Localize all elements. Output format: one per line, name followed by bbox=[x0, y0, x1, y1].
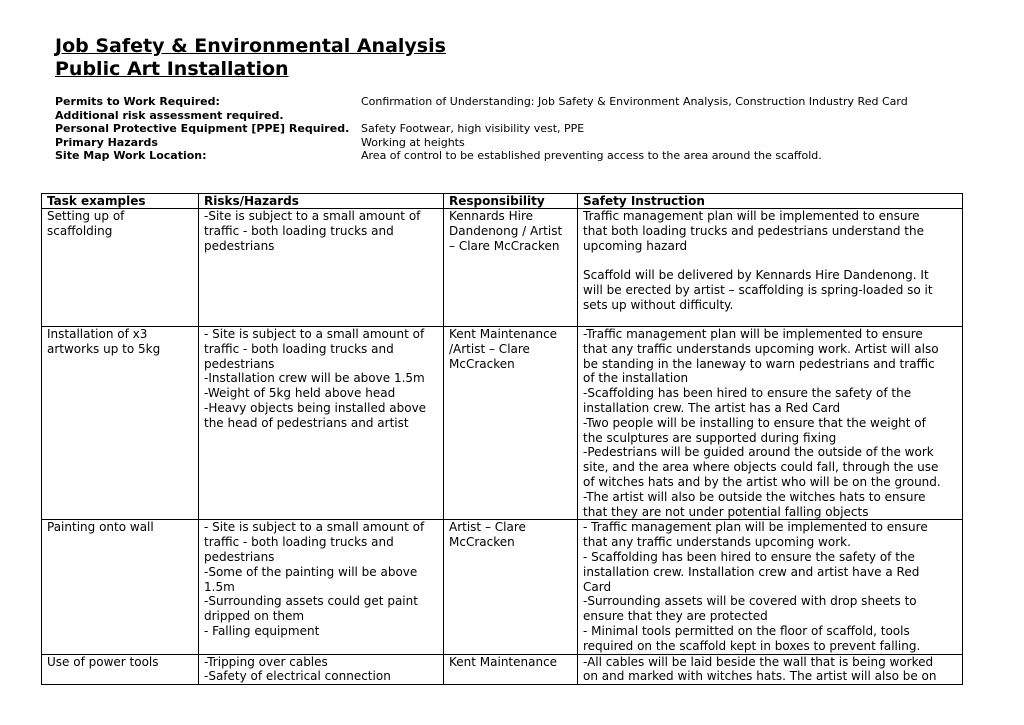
cell-line: /Artist – Clare bbox=[449, 341, 530, 356]
cell-line: pedestrians bbox=[204, 238, 275, 253]
cell-line: -Heavy objects being installed above bbox=[204, 400, 427, 415]
cell-line: installation crew. The artist has a Red Card bbox=[583, 400, 841, 415]
cell-line: Scaffold will be delivered by Kennards Hire Dandenong. It bbox=[583, 268, 929, 283]
header-responsibility: Responsibility bbox=[444, 194, 578, 209]
responsibility-cell bbox=[444, 327, 578, 520]
responsibility-cell bbox=[444, 654, 578, 685]
info-value: Working at heights bbox=[361, 135, 465, 149]
cell-line: McCracken bbox=[449, 535, 515, 550]
cell-line: site, and the area where objects could fall, through the use bbox=[583, 460, 939, 475]
cell-line: will be erected by artist – scaffolding is spring-loaded so it bbox=[583, 282, 933, 297]
cell-line: -Weight of 5kg held above head bbox=[204, 386, 396, 401]
cell-line: Artist – Clare bbox=[449, 520, 526, 535]
responsibility-cell bbox=[444, 520, 578, 654]
cell-line: be standing in the laneway to warn pedestrians and traffic bbox=[583, 356, 935, 371]
cell-line: -Safety of electrical connection bbox=[204, 669, 391, 684]
cell-line: Setting up of bbox=[47, 209, 125, 223]
info-label: Additional risk assessment required. bbox=[55, 108, 284, 122]
cell-line: -Surrounding assets will be covered with drop sheets to bbox=[583, 594, 917, 609]
cell-line: - Site is subject to a small amount of bbox=[204, 520, 425, 535]
cell-line: traffic - both loading trucks and bbox=[204, 341, 394, 356]
info-value: Confirmation of Understanding: Job Safety & Environment Analysis, Construction Industry Red Card bbox=[361, 95, 908, 108]
risks-cell bbox=[199, 327, 444, 520]
info-row-risk-assessment bbox=[55, 109, 975, 123]
cell-line: - Traffic management plan will be implemented to ensure bbox=[583, 520, 928, 535]
cell-line: dripped on them bbox=[204, 609, 305, 624]
cell-line: installation crew. Installation crew and artist have a Red bbox=[583, 564, 920, 579]
cell-line: on and marked with witches hats. The artist will also be on bbox=[583, 669, 937, 684]
info-row-site-map bbox=[55, 149, 975, 163]
cell-line: that any traffic understands upcoming work. Artist will also bbox=[583, 341, 939, 356]
cell-line: -Traffic management plan will be implemented to ensure bbox=[583, 327, 923, 341]
cell-line: pedestrians bbox=[204, 356, 275, 371]
cell-line: traffic - both loading trucks and bbox=[204, 535, 394, 550]
table-header-row bbox=[42, 194, 963, 209]
cell-line: Card bbox=[583, 579, 612, 594]
document-title: Job Safety & Environmental Analysis bbox=[55, 35, 446, 57]
cell-line: required on the scaffold kept in boxes to prevent falling. bbox=[583, 638, 921, 653]
cell-line: that any traffic understands upcoming work. bbox=[583, 535, 851, 550]
cell-line: scaffolding bbox=[47, 223, 113, 238]
permits-info-block bbox=[55, 95, 975, 163]
cell-line: of the installation bbox=[583, 371, 689, 386]
task-cell bbox=[42, 520, 199, 654]
table-row bbox=[42, 654, 963, 685]
safety-instruction-cell bbox=[578, 654, 963, 685]
info-label: Primary Hazards bbox=[55, 135, 158, 149]
cell-line: the sculptures are supported during fixing bbox=[583, 430, 837, 445]
paragraph-gap bbox=[583, 253, 957, 268]
responsibility-cell bbox=[444, 209, 578, 327]
cell-line: -Installation crew will be above 1.5m bbox=[204, 371, 425, 386]
cell-line: 1.5m bbox=[204, 579, 235, 594]
info-row-ppe bbox=[55, 122, 975, 136]
safety-analysis-table bbox=[41, 193, 963, 685]
cell-line: Painting onto wall bbox=[47, 520, 154, 535]
cell-line: -All cables will be laid beside the wall that is being worked bbox=[583, 654, 934, 669]
info-label: Permits to Work Required: bbox=[55, 95, 220, 108]
risks-cell bbox=[199, 654, 444, 685]
info-label: Site Map Work Location: bbox=[55, 149, 207, 162]
cell-line: that they are not under potential falling objects bbox=[583, 504, 869, 519]
task-cell bbox=[42, 327, 199, 520]
cell-line: - Minimal tools permitted on the floor of scaffold, tools bbox=[583, 623, 910, 638]
cell-line: -Tripping over cables bbox=[204, 654, 328, 669]
cell-line: Installation of x3 bbox=[47, 327, 148, 341]
info-row-permits bbox=[55, 95, 975, 109]
task-cell bbox=[42, 654, 199, 685]
cell-line: -Scaffolding has been hired to ensure the safety of the bbox=[583, 386, 912, 401]
cell-line: -The artist will also be outside the witches hats to ensure bbox=[583, 489, 926, 504]
cell-line: Kennards Hire bbox=[449, 209, 534, 223]
table-row bbox=[42, 520, 963, 654]
cell-line: of witches hats and by the artist who will be on the ground. bbox=[583, 474, 941, 489]
risks-cell bbox=[199, 520, 444, 654]
cell-line: Kent Maintenance bbox=[449, 654, 558, 669]
cell-line: upcoming hazard bbox=[583, 238, 688, 253]
info-label: Personal Protective Equipment [PPE] Required. bbox=[55, 122, 350, 135]
cell-line: artworks up to 5kg bbox=[47, 341, 161, 356]
cell-line: -Some of the painting will be above bbox=[204, 564, 418, 579]
header-safety-instruction: Safety Instruction bbox=[578, 194, 963, 209]
cell-line: Dandenong / Artist bbox=[449, 223, 563, 238]
info-value: Area of control to be established preventing access to the area around the scaffold. bbox=[361, 149, 822, 162]
cell-line: that both loading trucks and pedestrians understand the bbox=[583, 223, 924, 238]
document-subtitle: Public Art Installation bbox=[55, 58, 289, 80]
cell-line: traffic - both loading trucks and bbox=[204, 223, 394, 238]
header-task-examples: Task examples bbox=[42, 194, 199, 209]
safety-instruction-cell bbox=[578, 209, 963, 327]
table-row bbox=[42, 209, 963, 327]
safety-instruction-cell bbox=[578, 520, 963, 654]
cell-line: the head of pedestrians and artist bbox=[204, 415, 409, 430]
task-cell bbox=[42, 209, 199, 327]
cell-line: -Two people will be installing to ensure that the weight of bbox=[583, 415, 926, 430]
cell-line: Kent Maintenance bbox=[449, 327, 558, 341]
cell-line: pedestrians bbox=[204, 549, 275, 564]
cell-line: – Clare McCracken bbox=[449, 238, 560, 253]
cell-line: - Site is subject to a small amount of bbox=[204, 327, 425, 341]
safety-instruction-cell bbox=[578, 327, 963, 520]
cell-line: -Pedestrians will be guided around the outside of the work bbox=[583, 445, 934, 460]
risks-cell bbox=[199, 209, 444, 327]
info-value bbox=[361, 109, 975, 123]
info-row-hazards bbox=[55, 136, 975, 150]
table-row bbox=[42, 327, 963, 520]
cell-line: ensure that they are protected bbox=[583, 609, 768, 624]
cell-line: Traffic management plan will be implemented to ensure bbox=[583, 209, 920, 223]
cell-line: Use of power tools bbox=[47, 654, 159, 669]
cell-line: -Site is subject to a small amount of bbox=[204, 209, 421, 223]
header-risks-hazards: Risks/Hazards bbox=[199, 194, 444, 209]
cell-line: McCracken bbox=[449, 356, 515, 371]
info-value: Safety Footwear, high visibility vest, PPE bbox=[361, 122, 585, 135]
cell-line: - Scaffolding has been hired to ensure the safety of the bbox=[583, 549, 915, 564]
cell-line: sets up without difficulty. bbox=[583, 297, 734, 312]
cell-line: -Surrounding assets could get paint bbox=[204, 594, 418, 609]
cell-line: - Falling equipment bbox=[204, 623, 320, 638]
